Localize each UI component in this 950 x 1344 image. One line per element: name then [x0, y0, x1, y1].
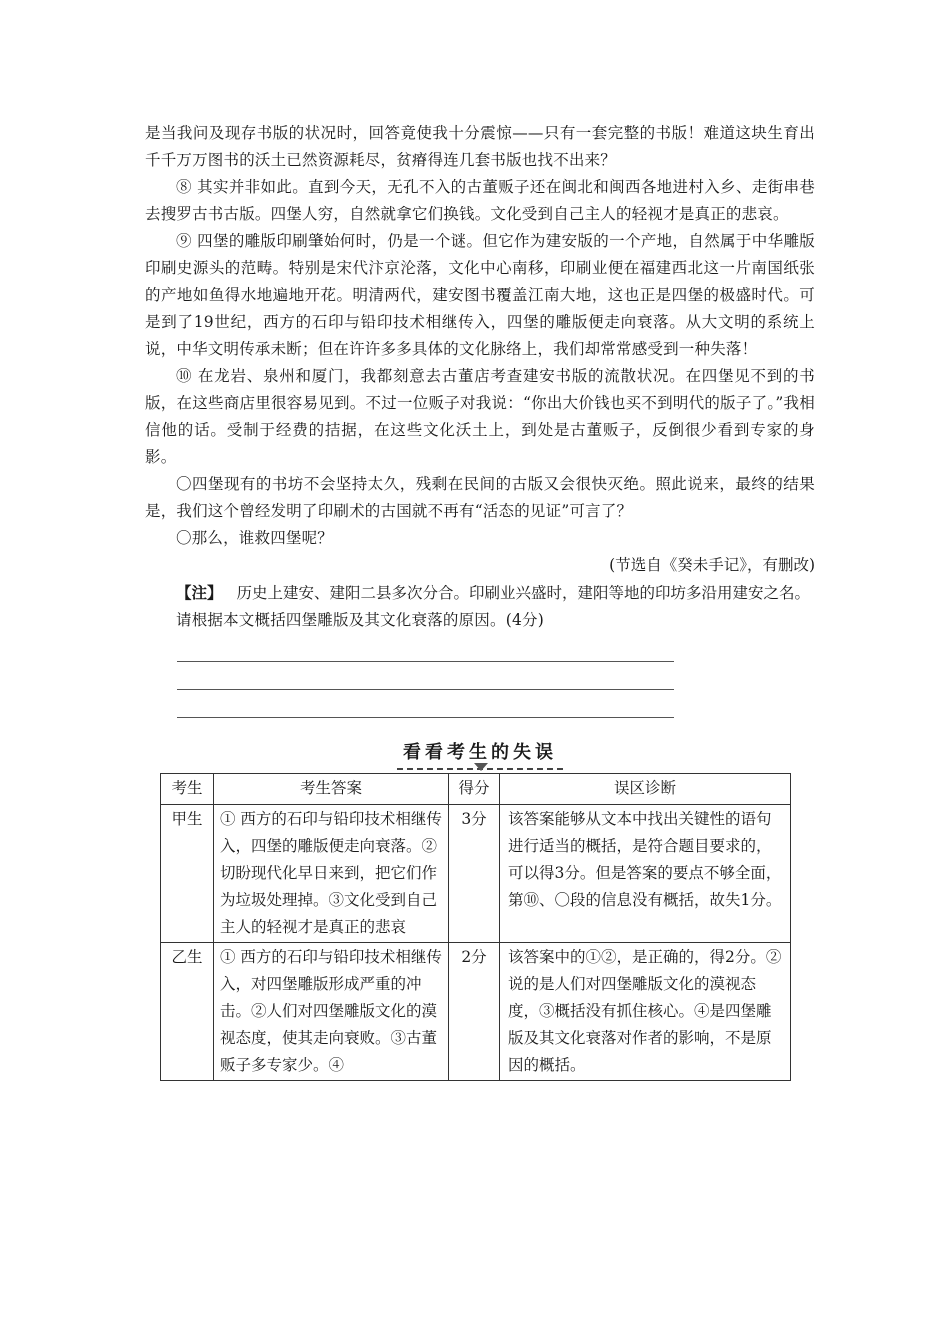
table-row [161, 805, 791, 943]
student-name: 乙生 [161, 943, 214, 1081]
table-row [161, 943, 791, 1081]
student-score: 2分 [449, 943, 500, 1081]
table-header-row [161, 774, 791, 805]
answer-line[interactable] [177, 690, 674, 718]
note-label: 【注】 [176, 583, 223, 602]
section-heading-wrap [145, 736, 815, 772]
header-score: 得分 [449, 774, 500, 805]
header-student: 考生 [161, 774, 214, 805]
footnote [145, 579, 815, 607]
note-text: 历史上建安、建阳二县多次分合。印刷业兴盛时，建阳等地的印坊多沿用建安之名。 [236, 584, 811, 602]
header-diagnosis: 误区诊断 [500, 774, 791, 805]
section-heading: 看看考生的失误 [397, 736, 563, 770]
student-name: 甲生 [161, 805, 214, 943]
student-answer: ① 西方的石印与铅印技术相继传入，对四堡雕版形成严重的冲击。②人们对四堡雕版文化的漠视态度，使其走向衰败。③古董贩子多专家少。④ [214, 943, 449, 1081]
error-analysis-table [160, 773, 791, 1081]
header-answer: 考生答案 [214, 774, 449, 805]
answer-line[interactable] [177, 662, 674, 690]
error-diagnosis: 该答案中的①②，是正确的，得2分。②说的是人们对四堡雕版文化的漠视态度，③概括没有抓住核心。④是四堡雕版及其文化衰落对作者的影响，不是原因的概括。 [500, 943, 791, 1081]
answer-line[interactable] [177, 634, 674, 662]
paragraph-9: ⑨ 四堡的雕版印刷肇始何时，仍是一个谜。但它作为建安版的一个产地，自然属于中华雕版印刷史源头的范畴。特别是宋代汴京沦落，文化中心南移，印刷业便在福建西北这一片南国纸张的产地如鱼得水地遍地开花。明清两代，建安图书覆盖江南大地，这也正是四堡的极盛时代。可是到了19世纪，西方的石印与铅印技术相继传入，四堡的雕版便走向衰落。从大文明的系统上说，中华文明传承未断；但在许许多多具体的文化脉络上，我们却常常感受到一种失落！ [145, 232, 815, 358]
paragraph-8: ⑧ 其实并非如此。直到今天，无孔不入的古董贩子还在闽北和闽西各地进村入乡、走街串巷去搜罗古书古版。四堡人穷，自然就拿它们换钱。文化受到自己主人的轻视才是真正的悲哀。 [145, 178, 815, 223]
error-diagnosis: 该答案能够从文本中找出关键性的语句进行适当的概括，是符合题目要求的，可以得3分。但是答案的要点不够全面，第⑩、〇段的信息没有概括，故失1分。 [500, 805, 791, 943]
source-citation: (节选自《癸未手记》，有删改) [609, 556, 815, 574]
paragraph-10: ⑩ 在龙岩、泉州和厦门，我都刻意去古董店考查建安书版的流散状况。在四堡见不到的书版，在这些商店里很容易见到。不过一位贩子对我说：“你出大价钱也买不到明代的版子了。”我相信他的话。受制于经费的拮据，在这些文化沃土上，到处是古董贩子，反倒很少看到专家的身影。 [145, 367, 815, 466]
document-page [145, 120, 815, 1081]
student-score: 3分 [449, 805, 500, 943]
paragraph-continuation: 是当我问及现存书版的状况时，回答竟使我十分震惊——只有一套完整的书版！难道这块生育出千千万万图书的沃土已然资源耗尽，贫瘠得连几套书版也找不出来？ [145, 124, 815, 169]
heading-arrow-icon [474, 763, 488, 771]
paragraph-11: 〇四堡现有的书坊不会坚持太久，残剩在民间的古版又会很快灭绝。照此说来，最终的结果是，我们这个曾经发明了印刷术的古国就不再有“活态的见证”可言了？ [145, 475, 815, 520]
paragraph-12: 〇那么，谁救四堡呢？ [176, 529, 334, 547]
student-answer: ① 西方的石印与铅印技术相继传入，四堡的雕版便走向衰落。②切盼现代化早日来到，把它们作为垃圾处理掉。③文化受到自己主人的轻视才是真正的悲哀 [214, 805, 449, 943]
question-prompt: 请根据本文概括四堡雕版及其文化衰落的原因。(4分) [176, 611, 544, 629]
